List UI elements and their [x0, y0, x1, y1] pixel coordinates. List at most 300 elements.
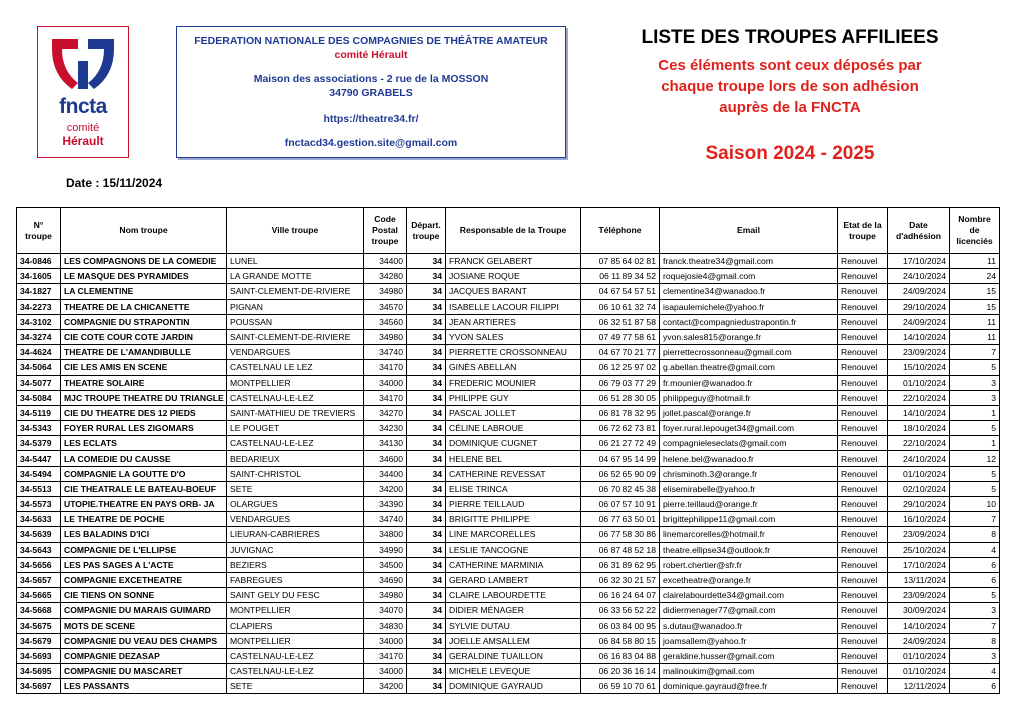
cell-code-postal: 34000	[364, 375, 407, 390]
table-row	[17, 329, 1000, 344]
cell-num-troupe: 34-5679	[17, 633, 61, 648]
cell-nom-troupe: COMPAGNIE DU MASCARET	[61, 664, 227, 679]
cell-code-postal: 34560	[364, 314, 407, 329]
cell-telephone: 06 81 78 32 95	[581, 405, 660, 420]
cell-code-postal: 34400	[364, 254, 407, 269]
table-row	[17, 405, 1000, 420]
cell-telephone: 06 16 24 64 07	[581, 588, 660, 603]
cell-departement: 34	[407, 633, 446, 648]
cell-nombre-licencies: 6	[950, 679, 1000, 694]
table-row	[17, 588, 1000, 603]
cell-nombre-licencies: 1	[950, 405, 1000, 420]
table-row	[17, 269, 1000, 284]
cell-etat: Renouvel	[838, 360, 888, 375]
cell-code-postal: 34980	[364, 329, 407, 344]
cell-nom-troupe: COMPAGNIE DEZASAP	[61, 648, 227, 663]
cell-num-troupe: 34-5513	[17, 481, 61, 496]
cell-departement: 34	[407, 466, 446, 481]
cell-departement: 34	[407, 679, 446, 694]
cell-nombre-licencies: 7	[950, 512, 1000, 527]
cell-email: malinoukim@gmail.com	[660, 664, 838, 679]
table-row	[17, 375, 1000, 390]
subtitle-line: auprès de la FNCTA	[719, 99, 861, 116]
cell-ville-troupe: CASTELNAU-LE-LEZ	[227, 436, 364, 451]
cell-email: theatre.ellipse34@outlook.fr	[660, 542, 838, 557]
cell-num-troupe: 34-3102	[17, 314, 61, 329]
cell-nom-troupe: FOYER RURAL LES ZIGOMARS	[61, 421, 227, 436]
cell-responsable: PIERRETTE CROSSONNEAU	[446, 345, 581, 360]
cell-ville-troupe: SAINT GELY DU FESC	[227, 588, 364, 603]
logo-region: Hérault	[62, 134, 104, 148]
subtitle-line: Ces éléments sont ceux déposés par	[658, 57, 922, 74]
cell-nombre-licencies: 4	[950, 542, 1000, 557]
cell-date-adhesion: 02/10/2024	[888, 481, 950, 496]
cell-nom-troupe: CIE TIENS ON SONNE	[61, 588, 227, 603]
cell-code-postal: 34130	[364, 436, 407, 451]
cell-code-postal: 34400	[364, 466, 407, 481]
cell-ville-troupe: SAINT-CLEMENT-DE-RIVIERE	[227, 284, 364, 299]
cell-responsable: DOMINIQUE GAYRAUD	[446, 679, 581, 694]
cell-num-troupe: 34-5494	[17, 466, 61, 481]
cell-date-adhesion: 24/09/2024	[888, 284, 950, 299]
cell-telephone: 04 67 54 57 51	[581, 284, 660, 299]
cell-departement: 34	[407, 451, 446, 466]
column-header-telephone: Téléphone	[581, 208, 660, 254]
cell-nombre-licencies: 3	[950, 648, 1000, 663]
cell-email: jollet.pascal@orange.fr	[660, 405, 838, 420]
season-label: Saison 2024 - 2025	[705, 143, 875, 164]
cell-nom-troupe: CIE THEATRALE LE BATEAU-BOEUF	[61, 481, 227, 496]
cell-nom-troupe: COMPAGNIE DU VEAU DES CHAMPS	[61, 633, 227, 648]
cell-code-postal: 34000	[364, 664, 407, 679]
cell-etat: Renouvel	[838, 466, 888, 481]
cell-etat: Renouvel	[838, 299, 888, 314]
column-header-email: Email	[660, 208, 838, 254]
cell-num-troupe: 34-5573	[17, 497, 61, 512]
cell-responsable: FREDERIC MOUNIER	[446, 375, 581, 390]
cell-ville-troupe: JUVIGNAC	[227, 542, 364, 557]
column-header-code-postal: Code Postal troupe	[364, 208, 407, 254]
cell-ville-troupe: LUNEL	[227, 254, 364, 269]
cell-responsable: JOSIANE ROQUE	[446, 269, 581, 284]
cell-ville-troupe: FABREGUES	[227, 572, 364, 587]
cell-telephone: 06 12 25 97 02	[581, 360, 660, 375]
cell-etat: Renouvel	[838, 648, 888, 663]
cell-code-postal: 34200	[364, 679, 407, 694]
cell-telephone: 04 67 95 14 99	[581, 451, 660, 466]
cell-email: robert.chertier@sfr.fr	[660, 557, 838, 572]
cell-email: pierre.teillaud@orange.fr	[660, 497, 838, 512]
cell-num-troupe: 34-2273	[17, 299, 61, 314]
cell-departement: 34	[407, 512, 446, 527]
cell-code-postal: 34570	[364, 299, 407, 314]
cell-responsable: PASCAL JOLLET	[446, 405, 581, 420]
cell-departement: 34	[407, 421, 446, 436]
table-row	[17, 664, 1000, 679]
cell-responsable: GINÈS ABELLAN	[446, 360, 581, 375]
cell-responsable: SYLVIE DUTAU	[446, 618, 581, 633]
cell-email: didiermenager77@gmail.com	[660, 603, 838, 618]
cell-nombre-licencies: 11	[950, 254, 1000, 269]
cell-date-adhesion: 24/10/2024	[888, 269, 950, 284]
cell-nom-troupe: LA COMEDIE DU CAUSSE	[61, 451, 227, 466]
cell-etat: Renouvel	[838, 314, 888, 329]
cell-code-postal: 34270	[364, 405, 407, 420]
cell-num-troupe: 34-5656	[17, 557, 61, 572]
cell-ville-troupe: SAINT-CHRISTOL	[227, 466, 364, 481]
cell-responsable: CLAIRE LABOURDETTE	[446, 588, 581, 603]
cell-date-adhesion: 23/09/2024	[888, 527, 950, 542]
cell-telephone: 06 03 84 00 95	[581, 618, 660, 633]
cell-telephone: 06 51 28 30 05	[581, 390, 660, 405]
cell-email: geraldine.husser@gmail.com	[660, 648, 838, 663]
cell-email: joamsallem@yahoo.fr	[660, 633, 838, 648]
cell-ville-troupe: CLAPIERS	[227, 618, 364, 633]
cell-ville-troupe: MONTPELLIER	[227, 375, 364, 390]
cell-departement: 34	[407, 481, 446, 496]
cell-responsable: JACQUES BARANT	[446, 284, 581, 299]
cell-date-adhesion: 16/10/2024	[888, 512, 950, 527]
cell-nombre-licencies: 24	[950, 269, 1000, 284]
cell-nom-troupe: COMPAGNIE DU MARAIS GUIMARD	[61, 603, 227, 618]
cell-date-adhesion: 30/09/2024	[888, 603, 950, 618]
cell-responsable: GERARD LAMBERT	[446, 572, 581, 587]
cell-code-postal: 34000	[364, 633, 407, 648]
cell-nom-troupe: LE MASQUE DES PYRAMIDES	[61, 269, 227, 284]
cell-email: roquejosie4@gmail.com	[660, 269, 838, 284]
cell-num-troupe: 34-5639	[17, 527, 61, 542]
cell-etat: Renouvel	[838, 512, 888, 527]
cell-date-adhesion: 12/11/2024	[888, 679, 950, 694]
cell-responsable: YVON SALES	[446, 329, 581, 344]
cell-nombre-licencies: 5	[950, 466, 1000, 481]
table-row	[17, 542, 1000, 557]
cell-date-adhesion: 23/09/2024	[888, 345, 950, 360]
cell-departement: 34	[407, 314, 446, 329]
cell-nom-troupe: LES COMPAGNONS DE LA COMEDIE	[61, 254, 227, 269]
table-row	[17, 466, 1000, 481]
cell-etat: Renouvel	[838, 557, 888, 572]
table-row	[17, 512, 1000, 527]
cell-nom-troupe: LES PAS SAGES A L'ACTE	[61, 557, 227, 572]
cell-telephone: 04 67 70 21 77	[581, 345, 660, 360]
cell-date-adhesion: 24/10/2024	[888, 451, 950, 466]
cell-etat: Renouvel	[838, 481, 888, 496]
cell-responsable: BRIGITTE PHILIPPE	[446, 512, 581, 527]
cell-departement: 34	[407, 603, 446, 618]
cell-email: brigittephilippe11@gmail.com	[660, 512, 838, 527]
table-row	[17, 254, 1000, 269]
cell-code-postal: 34740	[364, 512, 407, 527]
cell-nom-troupe: COMPAGNIE DU STRAPONTIN	[61, 314, 227, 329]
cell-etat: Renouvel	[838, 679, 888, 694]
email-link[interactable]: fnctacd34.gestion.site@gmail.com	[284, 137, 458, 149]
cell-departement: 34	[407, 405, 446, 420]
cell-code-postal: 34690	[364, 572, 407, 587]
table-row	[17, 648, 1000, 663]
cell-etat: Renouvel	[838, 527, 888, 542]
logo-subtitle: comité	[66, 122, 100, 134]
cell-num-troupe: 34-5379	[17, 436, 61, 451]
cell-nombre-licencies: 5	[950, 481, 1000, 496]
federation-name: FEDERATION NATIONALE DES COMPAGNIES DE THÉÂTRE AMATEUR	[194, 35, 548, 47]
cell-date-adhesion: 15/10/2024	[888, 360, 950, 375]
cell-num-troupe: 34-5675	[17, 618, 61, 633]
cell-responsable: PHILIPPE GUY	[446, 390, 581, 405]
cell-ville-troupe: CASTELNAU-LE-LEZ	[227, 648, 364, 663]
cell-departement: 34	[407, 254, 446, 269]
cell-telephone: 06 10 61 32 74	[581, 299, 660, 314]
page-title: LISTE DES TROUPES AFFILIEES	[641, 27, 939, 48]
cell-email: s.dutau@wanadoo.fr	[660, 618, 838, 633]
cell-date-adhesion: 22/10/2024	[888, 436, 950, 451]
cell-etat: Renouvel	[838, 375, 888, 390]
cell-responsable: LINE MARCORELLES	[446, 527, 581, 542]
cell-code-postal: 34980	[364, 284, 407, 299]
cell-num-troupe: 34-1605	[17, 269, 61, 284]
cell-telephone: 06 31 89 62 95	[581, 557, 660, 572]
table-row	[17, 345, 1000, 360]
table-row	[17, 284, 1000, 299]
cell-ville-troupe: POUSSAN	[227, 314, 364, 329]
cell-nombre-licencies: 11	[950, 314, 1000, 329]
cell-email: dominique.gayraud@free.fr	[660, 679, 838, 694]
cell-nombre-licencies: 3	[950, 375, 1000, 390]
cell-num-troupe: 34-5695	[17, 664, 61, 679]
cell-date-adhesion: 22/10/2024	[888, 390, 950, 405]
address-box	[176, 26, 566, 158]
cell-nombre-licencies: 8	[950, 633, 1000, 648]
cell-telephone: 06 32 51 87 58	[581, 314, 660, 329]
cell-responsable: JEAN ARTIERES	[446, 314, 581, 329]
cell-num-troupe: 34-5343	[17, 421, 61, 436]
column-header-nom-troupe: Nom troupe	[61, 208, 227, 254]
cell-code-postal: 34600	[364, 451, 407, 466]
cell-nombre-licencies: 5	[950, 360, 1000, 375]
cell-nombre-licencies: 8	[950, 527, 1000, 542]
cell-date-adhesion: 01/10/2024	[888, 648, 950, 663]
table-row	[17, 557, 1000, 572]
cell-etat: Renouvel	[838, 603, 888, 618]
website-link[interactable]: https://theatre34.fr/	[323, 113, 419, 125]
cell-departement: 34	[407, 299, 446, 314]
fncta-logo	[37, 26, 129, 158]
cell-ville-troupe: CASTELNAU-LE-LEZ	[227, 390, 364, 405]
cell-telephone: 07 85 64 02 81	[581, 254, 660, 269]
cell-nombre-licencies: 5	[950, 588, 1000, 603]
cell-ville-troupe: BEDARIEUX	[227, 451, 364, 466]
table-row	[17, 314, 1000, 329]
table-row	[17, 390, 1000, 405]
cell-date-adhesion: 01/10/2024	[888, 664, 950, 679]
cell-nombre-licencies: 15	[950, 299, 1000, 314]
cell-date-adhesion: 25/10/2024	[888, 542, 950, 557]
cell-nom-troupe: LES PASSANTS	[61, 679, 227, 694]
cell-date-adhesion: 14/10/2024	[888, 618, 950, 633]
cell-etat: Renouvel	[838, 405, 888, 420]
cell-email: franck.theatre34@gmail.com	[660, 254, 838, 269]
cell-departement: 34	[407, 345, 446, 360]
cell-responsable: GERALDINE TUAILLON	[446, 648, 581, 663]
cell-ville-troupe: MONTPELLIER	[227, 633, 364, 648]
cell-nom-troupe: CIE LES AMIS EN SCENE	[61, 360, 227, 375]
cell-telephone: 06 72 62 73 81	[581, 421, 660, 436]
cell-code-postal: 34170	[364, 360, 407, 375]
cell-nom-troupe: CIE COTE COUR COTE JARDIN	[61, 329, 227, 344]
cell-responsable: LESLIE TANCOGNE	[446, 542, 581, 557]
logo-emblem-icon	[38, 27, 130, 97]
cell-nom-troupe: MOTS DE SCENE	[61, 618, 227, 633]
table-row	[17, 360, 1000, 375]
cell-responsable: JOELLE AMSALLEM	[446, 633, 581, 648]
cell-telephone: 06 16 83 04 88	[581, 648, 660, 663]
cell-num-troupe: 34-5064	[17, 360, 61, 375]
page-subtitle	[620, 55, 960, 118]
table-row	[17, 299, 1000, 314]
cell-email: clementine34@wanadoo.fr	[660, 284, 838, 299]
cell-num-troupe: 34-5665	[17, 588, 61, 603]
cell-departement: 34	[407, 648, 446, 663]
table-body	[17, 254, 1000, 694]
cell-ville-troupe: CASTELNAU-LE-LEZ	[227, 664, 364, 679]
cell-telephone: 06 87 48 52 18	[581, 542, 660, 557]
logo-name: fncta	[59, 95, 107, 118]
cell-email: g.abellan.theatre@gmail.com	[660, 360, 838, 375]
address-street: Maison des associations - 2 rue de la MOSSON	[253, 73, 489, 85]
table-row	[17, 618, 1000, 633]
cell-telephone: 06 52 65 90 09	[581, 466, 660, 481]
cell-nom-troupe: THEATRE SOLAIRE	[61, 375, 227, 390]
cell-date-adhesion: 13/11/2024	[888, 572, 950, 587]
cell-departement: 34	[407, 618, 446, 633]
cell-date-adhesion: 17/10/2024	[888, 254, 950, 269]
cell-email: helene.bel@wanadoo.fr	[660, 451, 838, 466]
cell-ville-troupe: SETE	[227, 679, 364, 694]
cell-code-postal: 34500	[364, 557, 407, 572]
cell-num-troupe: 34-5693	[17, 648, 61, 663]
cell-etat: Renouvel	[838, 269, 888, 284]
cell-num-troupe: 34-1827	[17, 284, 61, 299]
cell-date-adhesion: 18/10/2024	[888, 421, 950, 436]
cell-code-postal: 34230	[364, 421, 407, 436]
cell-nom-troupe: UTOPIE.THEATRE EN PAYS ORB- JA	[61, 497, 227, 512]
cell-telephone: 06 33 56 52 22	[581, 603, 660, 618]
cell-departement: 34	[407, 269, 446, 284]
cell-date-adhesion: 14/10/2024	[888, 329, 950, 344]
cell-ville-troupe: PIGNAN	[227, 299, 364, 314]
column-header-num-troupe: N° troupe	[17, 208, 61, 254]
cell-nombre-licencies: 3	[950, 603, 1000, 618]
cell-nom-troupe: THEATRE DE LA CHICANETTE	[61, 299, 227, 314]
cell-num-troupe: 34-3274	[17, 329, 61, 344]
cell-etat: Renouvel	[838, 436, 888, 451]
cell-code-postal: 34830	[364, 618, 407, 633]
cell-responsable: ISABELLE LACOUR FILIPPI	[446, 299, 581, 314]
cell-telephone: 07 49 77 58 61	[581, 329, 660, 344]
cell-nombre-licencies: 5	[950, 421, 1000, 436]
address-city: 34790 GRABELS	[329, 87, 413, 99]
cell-responsable: PIERRE TEILLAUD	[446, 497, 581, 512]
column-header-nombre-licencies: Nombre de licenciés	[950, 208, 1000, 254]
document-date: Date : 15/11/2024	[66, 176, 163, 190]
cell-etat: Renouvel	[838, 618, 888, 633]
cell-nombre-licencies: 10	[950, 497, 1000, 512]
cell-num-troupe: 34-5084	[17, 390, 61, 405]
cell-ville-troupe: BEZIERS	[227, 557, 364, 572]
column-header-responsable: Responsable de la Troupe	[446, 208, 581, 254]
cell-code-postal: 34390	[364, 497, 407, 512]
cell-departement: 34	[407, 329, 446, 344]
cell-responsable: DOMINIQUE CUGNET	[446, 436, 581, 451]
cell-nom-troupe: LES BALADINS D'ICI	[61, 527, 227, 542]
cell-ville-troupe: LIEURAN-CABRIERES	[227, 527, 364, 542]
cell-departement: 34	[407, 588, 446, 603]
cell-email: chrisminoth.3@orange.fr	[660, 466, 838, 481]
cell-num-troupe: 34-5447	[17, 451, 61, 466]
cell-email: foyer.rural.lepouget34@gmail.com	[660, 421, 838, 436]
cell-nombre-licencies: 15	[950, 284, 1000, 299]
cell-telephone: 06 79 03 77 29	[581, 375, 660, 390]
cell-nombre-licencies: 7	[950, 345, 1000, 360]
cell-date-adhesion: 17/10/2024	[888, 557, 950, 572]
column-header-departement: Départ. troupe	[407, 208, 446, 254]
cell-nombre-licencies: 6	[950, 572, 1000, 587]
cell-telephone: 06 70 82 45 38	[581, 481, 660, 496]
cell-nombre-licencies: 1	[950, 436, 1000, 451]
cell-email: excetheatre@orange.fr	[660, 572, 838, 587]
cell-email: elisemirabelle@yahoo.fr	[660, 481, 838, 496]
table-row	[17, 497, 1000, 512]
cell-nom-troupe: LA CLEMENTINE	[61, 284, 227, 299]
cell-code-postal: 34980	[364, 588, 407, 603]
cell-ville-troupe: VENDARGUES	[227, 512, 364, 527]
cell-telephone: 06 84 58 80 15	[581, 633, 660, 648]
cell-departement: 34	[407, 360, 446, 375]
cell-email: contact@compagniedustrapontin.fr	[660, 314, 838, 329]
cell-email: pierrettecrossonneau@gmail.com	[660, 345, 838, 360]
cell-departement: 34	[407, 527, 446, 542]
cell-ville-troupe: CASTELNAU LE LEZ	[227, 360, 364, 375]
cell-etat: Renouvel	[838, 451, 888, 466]
table-row	[17, 421, 1000, 436]
cell-etat: Renouvel	[838, 284, 888, 299]
cell-ville-troupe: OLARGUES	[227, 497, 364, 512]
cell-num-troupe: 34-5633	[17, 512, 61, 527]
table-row	[17, 527, 1000, 542]
cell-telephone: 06 77 63 50 01	[581, 512, 660, 527]
cell-responsable: ELISE TRINCA	[446, 481, 581, 496]
cell-ville-troupe: SAINT-MATHIEU DE TREVIERS	[227, 405, 364, 420]
cell-etat: Renouvel	[838, 345, 888, 360]
cell-code-postal: 34200	[364, 481, 407, 496]
cell-code-postal: 34990	[364, 542, 407, 557]
cell-nom-troupe: CIE DU THEATRE DES 12 PIEDS	[61, 405, 227, 420]
cell-code-postal: 34170	[364, 390, 407, 405]
cell-telephone: 06 21 27 72 49	[581, 436, 660, 451]
cell-code-postal: 34170	[364, 648, 407, 663]
cell-responsable: DIDIER MÉNAGER	[446, 603, 581, 618]
cell-nombre-licencies: 12	[950, 451, 1000, 466]
cell-date-adhesion: 01/10/2024	[888, 375, 950, 390]
cell-date-adhesion: 14/10/2024	[888, 405, 950, 420]
cell-date-adhesion: 29/10/2024	[888, 497, 950, 512]
cell-num-troupe: 34-4624	[17, 345, 61, 360]
table-row	[17, 679, 1000, 694]
cell-ville-troupe: VENDARGUES	[227, 345, 364, 360]
table-row	[17, 572, 1000, 587]
cell-num-troupe: 34-5697	[17, 679, 61, 694]
column-header-date-adhesion: Date d'adhésion	[888, 208, 950, 254]
